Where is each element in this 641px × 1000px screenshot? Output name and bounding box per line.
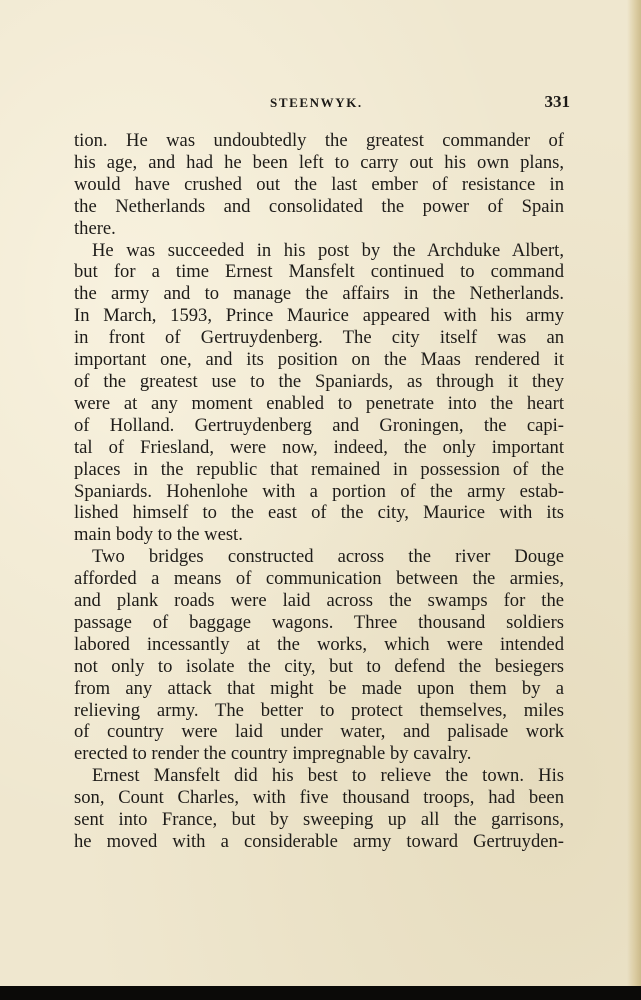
running-title: STEENWYK. xyxy=(270,95,363,110)
text-line: Ernest Mansfelt did his best to relieve the town. His xyxy=(92,765,564,787)
page-header xyxy=(74,92,570,116)
text-line: of country were laid under water, and palisade work xyxy=(74,721,564,743)
text-line: tion. He was undoubtedly the greatest commander of xyxy=(74,130,564,151)
text-line: but for a time Ernest Mansfelt continued to command xyxy=(74,261,564,283)
text-line: the army and to manage the affairs in the Netherlands. xyxy=(74,283,564,305)
text-line: places in the republic that remained in possession of the xyxy=(74,458,564,480)
text-line: the Netherlands and consolidated the power of Spain xyxy=(74,195,564,217)
text-line: important one, and its position on the Maas rendered it xyxy=(74,349,564,371)
paragraph xyxy=(74,130,564,240)
text-line: Spaniards. Hohenlohe with a portion of the army estab- xyxy=(74,480,564,502)
paragraph xyxy=(74,240,564,547)
text-line: he moved with a considerable army toward Gertruyden- xyxy=(74,831,564,852)
text-line: labored incessantly at the works, which were intended xyxy=(74,633,564,655)
text-line: tal of Friesland, were now, indeed, the only important xyxy=(74,436,564,458)
text-line: sent into France, but by sweeping up all the garrisons, xyxy=(74,809,564,831)
text-line: Two bridges constructed across the river Douge xyxy=(92,546,564,568)
text-line: of the greatest use to the Spaniards, as through it they xyxy=(74,370,564,392)
text-line: afforded a means of communication between the armies, xyxy=(74,568,564,590)
text-line: passage of baggage wagons. Three thousand soldiers xyxy=(74,611,564,633)
text-line: main body to the west. xyxy=(74,524,243,546)
text-line: and plank roads were laid across the swamps for the xyxy=(74,590,564,612)
scan-bottom-edge xyxy=(0,986,641,1000)
text-line: erected to render the country impregnable by cavalry. xyxy=(74,743,472,765)
text-line: not only to isolate the city, but to defend the besiegers xyxy=(74,655,564,677)
text-line: lished himself to the east of the city, Maurice with its xyxy=(74,502,564,524)
paragraph xyxy=(74,546,564,765)
page-number: 331 xyxy=(544,92,570,111)
text-line: in front of Gertruydenberg. The city itself was an xyxy=(74,327,564,349)
text-line: would have crushed out the last ember of resistance in xyxy=(74,173,564,195)
text-line: his age, and had he been left to carry out his own plans, xyxy=(74,151,564,173)
text-line: son, Count Charles, with five thousand troops, had been xyxy=(74,787,564,809)
text-line: In March, 1593, Prince Maurice appeared with his army xyxy=(74,305,564,327)
text-line: He was succeeded in his post by the Archduke Albert, xyxy=(92,239,564,261)
text-line: there. xyxy=(74,217,116,239)
text-line: from any attack that might be made upon them by a xyxy=(74,677,564,699)
page-edge-shadow xyxy=(627,0,641,988)
text-line: of Holland. Gertruydenberg and Groningen, the capi- xyxy=(74,414,564,436)
body-text xyxy=(74,130,564,853)
text-line: relieving army. The better to protect themselves, miles xyxy=(74,699,564,721)
text-line: were at any moment enabled to penetrate into the heart xyxy=(74,392,564,414)
paragraph xyxy=(74,765,564,853)
